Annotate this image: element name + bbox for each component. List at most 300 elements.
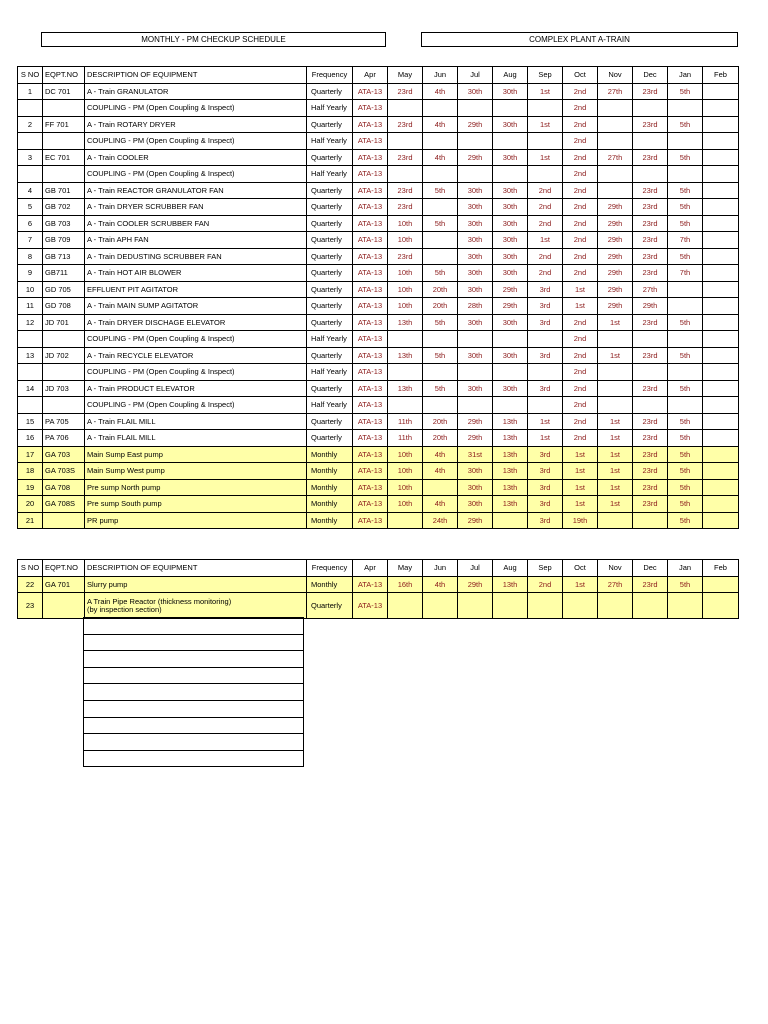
eqpt-cell: GA 703S xyxy=(43,463,85,480)
sep-cell: 3rd xyxy=(528,463,563,480)
may-cell: 23rd xyxy=(388,248,423,265)
jun-cell: 20th xyxy=(423,281,458,298)
apr-cell: ATA-13 xyxy=(353,133,388,150)
description-cell: A - Train DRYER SCRUBBER FAN xyxy=(85,199,307,216)
table-row xyxy=(18,298,739,315)
nov-cell: 29th xyxy=(598,232,633,249)
feb-cell xyxy=(703,100,739,117)
table-row xyxy=(18,182,739,199)
description-cell: PR pump xyxy=(85,512,307,529)
eqpt-cell: DC 701 xyxy=(43,83,85,100)
sno-cell: 12 xyxy=(18,314,43,331)
apr-cell: ATA-13 xyxy=(353,298,388,315)
blank-cell xyxy=(84,618,304,635)
eqpt-cell: JD 703 xyxy=(43,380,85,397)
apr-cell: ATA-13 xyxy=(353,364,388,381)
aug-cell: 13th xyxy=(493,430,528,447)
sep-cell: 3rd xyxy=(528,512,563,529)
sno-cell: 9 xyxy=(18,265,43,282)
description-cell: Pre sump North pump xyxy=(85,479,307,496)
may-cell: 10th xyxy=(388,215,423,232)
aug-cell xyxy=(493,593,528,619)
eqpt-cell xyxy=(43,100,85,117)
sep-cell: 2nd xyxy=(528,182,563,199)
jan-cell: 5th xyxy=(668,446,703,463)
jun-cell: 5th xyxy=(423,215,458,232)
may-cell xyxy=(388,364,423,381)
dec-cell xyxy=(633,331,668,348)
frequency-cell: Half Yearly xyxy=(307,364,353,381)
blank-row xyxy=(84,651,304,668)
sno-cell: 17 xyxy=(18,446,43,463)
description-cell: EFFLUENT PIT AGITATOR xyxy=(85,281,307,298)
col-header: Frequency xyxy=(307,560,353,577)
sno-cell: 21 xyxy=(18,512,43,529)
pm-schedule-table xyxy=(17,66,739,529)
feb-cell xyxy=(703,166,739,183)
apr-cell: ATA-13 xyxy=(353,100,388,117)
apr-cell: ATA-13 xyxy=(353,347,388,364)
col-header: Sep xyxy=(528,67,563,84)
col-header: Oct xyxy=(563,560,598,577)
description-cell: COUPLING - PM (Open Coupling & Inspect) xyxy=(85,166,307,183)
col-header: S NO xyxy=(18,560,43,577)
may-cell: 10th xyxy=(388,496,423,513)
col-header: Feb xyxy=(703,560,739,577)
jan-cell: 5th xyxy=(668,116,703,133)
may-cell xyxy=(388,512,423,529)
jun-cell: 4th xyxy=(423,446,458,463)
dec-cell xyxy=(633,100,668,117)
jan-cell: 5th xyxy=(668,512,703,529)
feb-cell xyxy=(703,215,739,232)
jun-cell xyxy=(423,364,458,381)
blank-cell xyxy=(84,750,304,767)
sep-cell: 3rd xyxy=(528,298,563,315)
eqpt-cell xyxy=(43,593,85,619)
jul-cell xyxy=(458,331,493,348)
frequency-cell: Quarterly xyxy=(307,248,353,265)
feb-cell xyxy=(703,479,739,496)
jul-cell xyxy=(458,364,493,381)
may-cell: 13th xyxy=(388,314,423,331)
col-header: Sep xyxy=(528,560,563,577)
jul-cell: 30th xyxy=(458,199,493,216)
apr-cell: ATA-13 xyxy=(353,116,388,133)
sno-cell: 13 xyxy=(18,347,43,364)
description-cell: A - Train ROTARY DRYER xyxy=(85,116,307,133)
sep-cell: 1st xyxy=(528,83,563,100)
col-header: Nov xyxy=(598,67,633,84)
table-row xyxy=(18,232,739,249)
sno-cell: 15 xyxy=(18,413,43,430)
jun-cell: 20th xyxy=(423,430,458,447)
jun-cell: 4th xyxy=(423,496,458,513)
jun-cell: 24th xyxy=(423,512,458,529)
eqpt-cell: GA 708 xyxy=(43,479,85,496)
col-header: DESCRIPTION OF EQUIPMENT xyxy=(85,560,307,577)
jan-cell: 5th xyxy=(668,413,703,430)
jul-cell: 30th xyxy=(458,496,493,513)
feb-cell xyxy=(703,314,739,331)
eqpt-cell: GD 708 xyxy=(43,298,85,315)
aug-cell: 29th xyxy=(493,281,528,298)
jun-cell: 5th xyxy=(423,182,458,199)
col-header: Apr xyxy=(353,67,388,84)
nov-cell: 29th xyxy=(598,298,633,315)
jul-cell: 30th xyxy=(458,232,493,249)
apr-cell: ATA-13 xyxy=(353,166,388,183)
sep-cell xyxy=(528,166,563,183)
nov-cell xyxy=(598,593,633,619)
col-header: Dec xyxy=(633,67,668,84)
description-cell: COUPLING - PM (Open Coupling & Inspect) xyxy=(85,133,307,150)
frequency-cell: Half Yearly xyxy=(307,331,353,348)
table-row xyxy=(18,413,739,430)
aug-cell: 30th xyxy=(493,248,528,265)
dec-cell: 23rd xyxy=(633,347,668,364)
jan-cell: 5th xyxy=(668,380,703,397)
table-row xyxy=(18,364,739,381)
aug-cell: 13th xyxy=(493,413,528,430)
col-header: Nov xyxy=(598,560,633,577)
jul-cell: 30th xyxy=(458,347,493,364)
frequency-cell: Quarterly xyxy=(307,347,353,364)
apr-cell: ATA-13 xyxy=(353,83,388,100)
frequency-cell: Monthly xyxy=(307,446,353,463)
nov-cell: 29th xyxy=(598,199,633,216)
oct-cell: 2nd xyxy=(563,232,598,249)
feb-cell xyxy=(703,133,739,150)
jul-cell: 30th xyxy=(458,265,493,282)
description-cell: Main Sump West pump xyxy=(85,463,307,480)
blank-row xyxy=(84,634,304,651)
feb-cell xyxy=(703,413,739,430)
may-cell: 16th xyxy=(388,576,423,593)
eqpt-cell: JD 702 xyxy=(43,347,85,364)
sep-cell: 2nd xyxy=(528,576,563,593)
eqpt-cell: GB 703 xyxy=(43,215,85,232)
sep-cell xyxy=(528,331,563,348)
sno-cell: 23 xyxy=(18,593,43,619)
blank-row xyxy=(84,750,304,767)
dec-cell xyxy=(633,364,668,381)
col-header: May xyxy=(388,67,423,84)
oct-cell: 1st xyxy=(563,281,598,298)
apr-cell: ATA-13 xyxy=(353,593,388,619)
jan-cell: 5th xyxy=(668,215,703,232)
may-cell: 23rd xyxy=(388,199,423,216)
jun-cell: 5th xyxy=(423,347,458,364)
jan-cell: 5th xyxy=(668,347,703,364)
sep-cell: 2nd xyxy=(528,215,563,232)
oct-cell: 2nd xyxy=(563,430,598,447)
nov-cell xyxy=(598,364,633,381)
oct-cell: 1st xyxy=(563,479,598,496)
feb-cell xyxy=(703,463,739,480)
feb-cell xyxy=(703,298,739,315)
eqpt-cell: FF 701 xyxy=(43,116,85,133)
feb-cell xyxy=(703,380,739,397)
jul-cell xyxy=(458,133,493,150)
may-cell: 23rd xyxy=(388,116,423,133)
may-cell: 11th xyxy=(388,430,423,447)
feb-cell xyxy=(703,116,739,133)
may-cell: 10th xyxy=(388,479,423,496)
blank-cell xyxy=(84,684,304,701)
sno-cell xyxy=(18,397,43,414)
oct-cell: 19th xyxy=(563,512,598,529)
pm-schedule-table-2 xyxy=(17,559,739,619)
oct-cell: 2nd xyxy=(563,182,598,199)
sno-cell: 2 xyxy=(18,116,43,133)
table-row xyxy=(18,133,739,150)
jul-cell: 30th xyxy=(458,182,493,199)
jan-cell: 5th xyxy=(668,576,703,593)
may-cell: 10th xyxy=(388,298,423,315)
jun-cell: 5th xyxy=(423,314,458,331)
apr-cell: ATA-13 xyxy=(353,182,388,199)
aug-cell: 13th xyxy=(493,446,528,463)
oct-cell: 2nd xyxy=(563,199,598,216)
jan-cell: 5th xyxy=(668,463,703,480)
nov-cell xyxy=(598,380,633,397)
jan-cell xyxy=(668,298,703,315)
blank-row xyxy=(84,618,304,635)
aug-cell: 30th xyxy=(493,149,528,166)
blank-cell xyxy=(84,700,304,717)
eqpt-cell xyxy=(43,512,85,529)
sep-cell: 1st xyxy=(528,116,563,133)
sep-cell: 1st xyxy=(528,430,563,447)
may-cell xyxy=(388,331,423,348)
sep-cell xyxy=(528,133,563,150)
apr-cell: ATA-13 xyxy=(353,446,388,463)
col-header: Aug xyxy=(493,67,528,84)
dec-cell: 23rd xyxy=(633,430,668,447)
frequency-cell: Quarterly xyxy=(307,430,353,447)
oct-cell xyxy=(563,593,598,619)
aug-cell: 13th xyxy=(493,479,528,496)
sno-cell: 11 xyxy=(18,298,43,315)
apr-cell: ATA-13 xyxy=(353,149,388,166)
description-cell: A - Train COOLER SCRUBBER FAN xyxy=(85,215,307,232)
col-header: Jan xyxy=(668,67,703,84)
sep-cell: 3rd xyxy=(528,380,563,397)
eqpt-cell xyxy=(43,133,85,150)
table-row xyxy=(18,265,739,282)
sep-cell: 3rd xyxy=(528,479,563,496)
frequency-cell: Half Yearly xyxy=(307,100,353,117)
description-cell: A - Train HOT AIR BLOWER xyxy=(85,265,307,282)
frequency-cell: Quarterly xyxy=(307,314,353,331)
sep-cell: 3rd xyxy=(528,347,563,364)
feb-cell xyxy=(703,446,739,463)
jul-cell xyxy=(458,100,493,117)
col-header: Jun xyxy=(423,67,458,84)
oct-cell: 2nd xyxy=(563,364,598,381)
sno-cell xyxy=(18,100,43,117)
description-cell: Pre sump South pump xyxy=(85,496,307,513)
frequency-cell: Monthly xyxy=(307,496,353,513)
aug-cell: 30th xyxy=(493,347,528,364)
feb-cell xyxy=(703,347,739,364)
aug-cell xyxy=(493,397,528,414)
feb-cell xyxy=(703,182,739,199)
sep-cell xyxy=(528,397,563,414)
dec-cell: 23rd xyxy=(633,232,668,249)
may-cell: 11th xyxy=(388,413,423,430)
description-cell: COUPLING - PM (Open Coupling & Inspect) xyxy=(85,364,307,381)
table-row xyxy=(18,463,739,480)
jul-cell: 30th xyxy=(458,281,493,298)
nov-cell: 1st xyxy=(598,430,633,447)
eqpt-cell: GA 701 xyxy=(43,576,85,593)
feb-cell xyxy=(703,248,739,265)
aug-cell: 30th xyxy=(493,215,528,232)
sno-cell: 10 xyxy=(18,281,43,298)
jan-cell xyxy=(668,593,703,619)
jul-cell: 30th xyxy=(458,83,493,100)
dec-cell: 23rd xyxy=(633,215,668,232)
frequency-cell: Monthly xyxy=(307,576,353,593)
nov-cell xyxy=(598,133,633,150)
frequency-cell: Quarterly xyxy=(307,232,353,249)
aug-cell: 13th xyxy=(493,496,528,513)
aug-cell xyxy=(493,364,528,381)
nov-cell: 29th xyxy=(598,248,633,265)
sep-cell: 2nd xyxy=(528,248,563,265)
frequency-cell: Quarterly xyxy=(307,116,353,133)
schedule-title-text: MONTHLY - PM CHECKUP SCHEDULE xyxy=(141,35,286,44)
frequency-cell: Monthly xyxy=(307,463,353,480)
dec-cell xyxy=(633,593,668,619)
apr-cell: ATA-13 xyxy=(353,430,388,447)
jun-cell: 20th xyxy=(423,413,458,430)
dec-cell xyxy=(633,166,668,183)
oct-cell: 1st xyxy=(563,576,598,593)
table-row xyxy=(18,248,739,265)
apr-cell: ATA-13 xyxy=(353,232,388,249)
jan-cell xyxy=(668,100,703,117)
feb-cell xyxy=(703,149,739,166)
sep-cell xyxy=(528,364,563,381)
jul-cell: 29th xyxy=(458,576,493,593)
jun-cell xyxy=(423,232,458,249)
description-cell: COUPLING - PM (Open Coupling & Inspect) xyxy=(85,397,307,414)
oct-cell: 2nd xyxy=(563,133,598,150)
aug-cell: 13th xyxy=(493,576,528,593)
may-cell: 10th xyxy=(388,463,423,480)
apr-cell: ATA-13 xyxy=(353,463,388,480)
feb-cell xyxy=(703,593,739,619)
jul-cell: 29th xyxy=(458,413,493,430)
aug-cell xyxy=(493,331,528,348)
oct-cell: 2nd xyxy=(563,215,598,232)
frequency-cell: Quarterly xyxy=(307,199,353,216)
dec-cell xyxy=(633,512,668,529)
oct-cell: 2nd xyxy=(563,347,598,364)
apr-cell: ATA-13 xyxy=(353,479,388,496)
jul-cell: 29th xyxy=(458,512,493,529)
nov-cell xyxy=(598,100,633,117)
eqpt-cell: GA 708S xyxy=(43,496,85,513)
col-header: EQPT.NO xyxy=(43,560,85,577)
table-row xyxy=(18,116,739,133)
dec-cell: 23rd xyxy=(633,182,668,199)
table-row xyxy=(18,380,739,397)
feb-cell xyxy=(703,512,739,529)
eqpt-cell xyxy=(43,166,85,183)
jun-cell xyxy=(423,593,458,619)
apr-cell: ATA-13 xyxy=(353,215,388,232)
eqpt-cell: EC 701 xyxy=(43,149,85,166)
may-cell: 23rd xyxy=(388,182,423,199)
jan-cell: 7th xyxy=(668,265,703,282)
eqpt-cell: GB 713 xyxy=(43,248,85,265)
may-cell xyxy=(388,133,423,150)
description-cell: A - Train RECYCLE ELEVATOR xyxy=(85,347,307,364)
may-cell: 13th xyxy=(388,380,423,397)
description-cell: A - Train COOLER xyxy=(85,149,307,166)
nov-cell: 27th xyxy=(598,83,633,100)
table-row xyxy=(18,166,739,183)
nov-cell xyxy=(598,512,633,529)
table-row xyxy=(18,149,739,166)
jan-cell: 5th xyxy=(668,314,703,331)
may-cell: 10th xyxy=(388,446,423,463)
sno-cell: 19 xyxy=(18,479,43,496)
nov-cell xyxy=(598,166,633,183)
sno-cell: 3 xyxy=(18,149,43,166)
dec-cell: 23rd xyxy=(633,413,668,430)
frequency-cell: Quarterly xyxy=(307,182,353,199)
description-cell: A - Train APH FAN xyxy=(85,232,307,249)
description-cell: A - Train MAIN SUMP AGITATOR xyxy=(85,298,307,315)
jan-cell xyxy=(668,281,703,298)
sep-cell: 3rd xyxy=(528,446,563,463)
jul-cell: 28th xyxy=(458,298,493,315)
plant-title xyxy=(421,32,738,47)
apr-cell: ATA-13 xyxy=(353,576,388,593)
dec-cell: 23rd xyxy=(633,199,668,216)
dec-cell: 29th xyxy=(633,298,668,315)
jan-cell: 5th xyxy=(668,182,703,199)
aug-cell: 29th xyxy=(493,298,528,315)
oct-cell: 2nd xyxy=(563,166,598,183)
sno-cell xyxy=(18,133,43,150)
col-header: EQPT.NO xyxy=(43,67,85,84)
jun-cell: 4th xyxy=(423,116,458,133)
oct-cell: 1st xyxy=(563,298,598,315)
dec-cell: 23rd xyxy=(633,116,668,133)
jan-cell: 5th xyxy=(668,430,703,447)
table-row xyxy=(18,496,739,513)
feb-cell xyxy=(703,364,739,381)
col-header: Frequency xyxy=(307,67,353,84)
feb-cell xyxy=(703,199,739,216)
may-cell: 13th xyxy=(388,347,423,364)
description-cell: A - Train FLAIL MILL xyxy=(85,413,307,430)
jun-cell: 4th xyxy=(423,463,458,480)
description-cell: COUPLING - PM (Open Coupling & Inspect) xyxy=(85,100,307,117)
jan-cell: 5th xyxy=(668,496,703,513)
dec-cell xyxy=(633,397,668,414)
sep-cell: 3rd xyxy=(528,314,563,331)
eqpt-cell: JD 701 xyxy=(43,314,85,331)
dec-cell: 23rd xyxy=(633,446,668,463)
nov-cell: 29th xyxy=(598,281,633,298)
